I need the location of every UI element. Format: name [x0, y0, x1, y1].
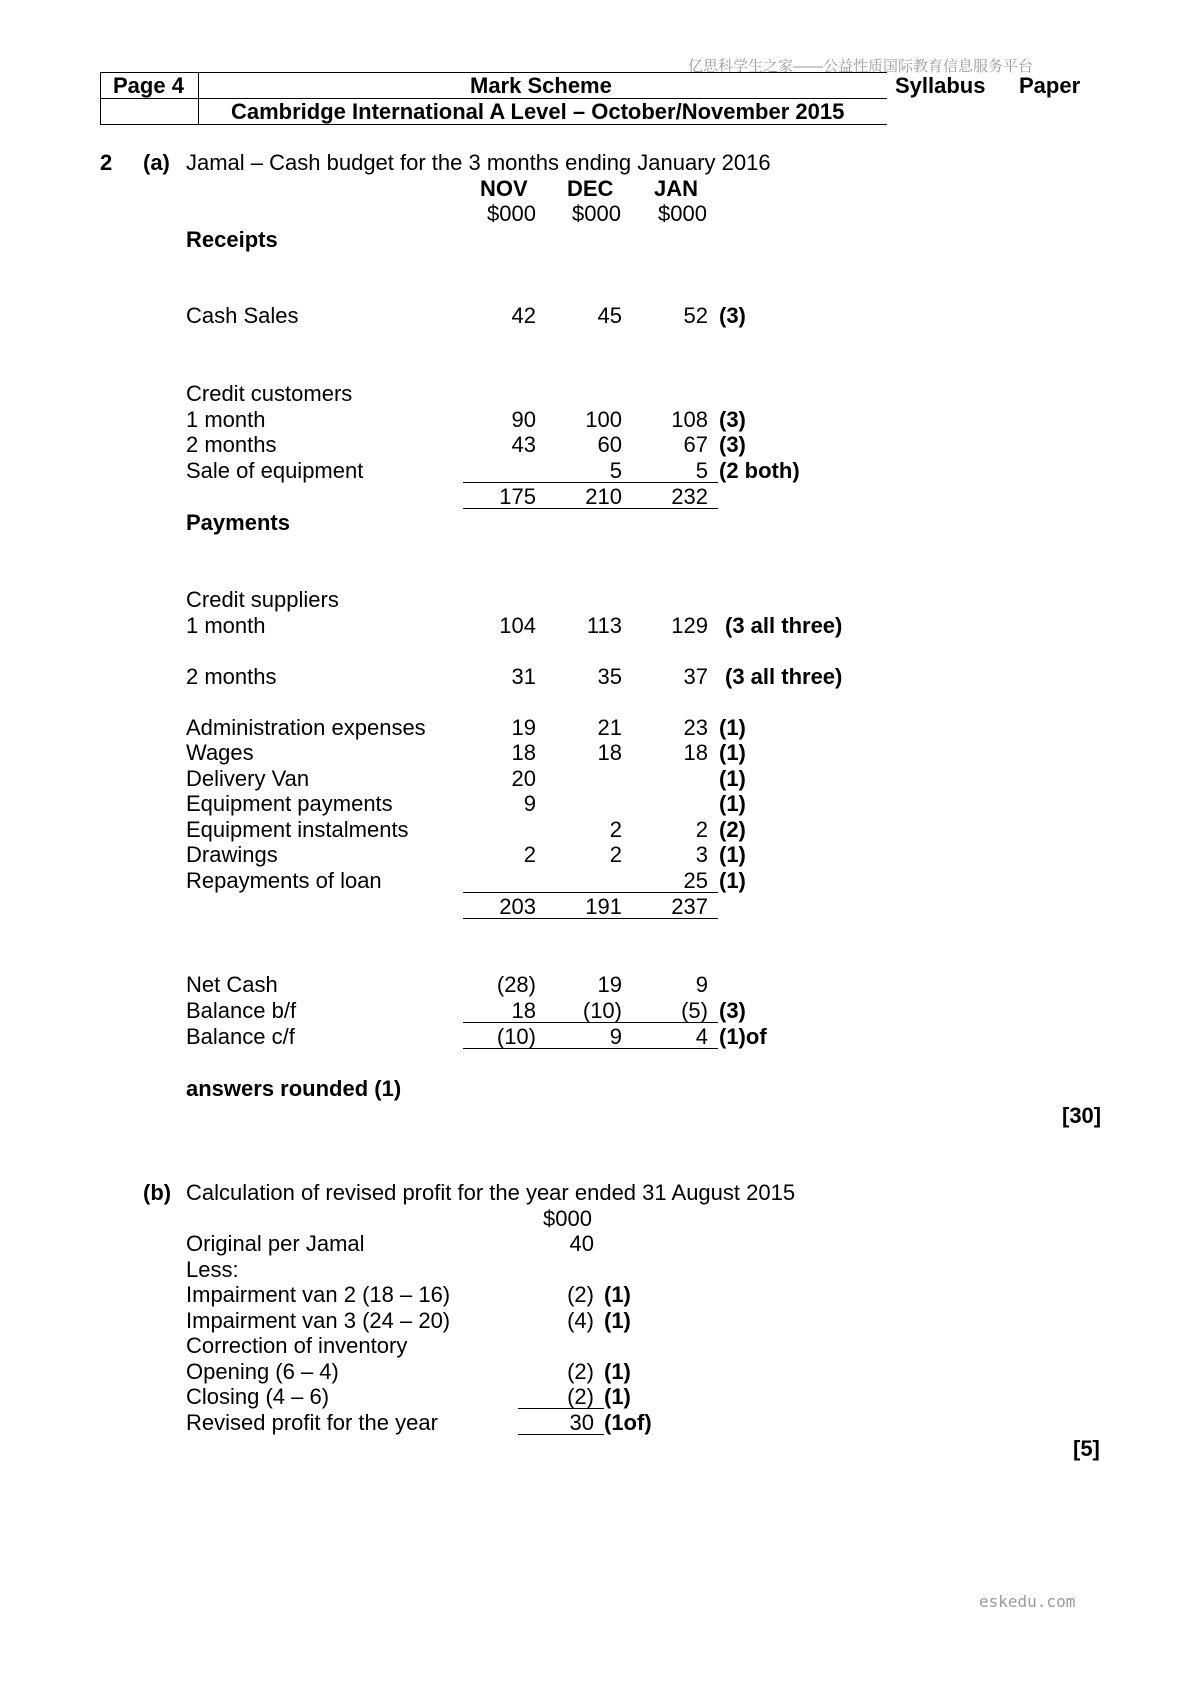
row-label: Wages — [186, 740, 254, 765]
value-dec: 18 — [597, 740, 622, 765]
row-value: (2) — [567, 1359, 594, 1384]
value-jan: 9 — [695, 972, 708, 997]
row-label: Impairment van 2 (18 – 16) — [186, 1282, 451, 1307]
value-nov: 104 — [499, 613, 536, 638]
value-jan: 2 — [695, 817, 708, 842]
value-nov: 90 — [511, 407, 536, 432]
col-nov: NOV — [480, 176, 528, 201]
row-value: (4) — [567, 1308, 594, 1333]
row-label: Equipment instalments — [186, 817, 409, 842]
row-label: Net Cash — [186, 972, 278, 997]
value-jan: 52 — [683, 303, 708, 328]
part-b-title: Calculation of revised profit for the year ended 31 August 2015 — [186, 1180, 796, 1205]
value-jan: 23 — [683, 715, 708, 740]
row-label: Equipment payments — [186, 791, 393, 816]
less-label: Less: — [186, 1257, 239, 1282]
value-jan: 4 — [695, 1024, 708, 1049]
payments-rule-top — [463, 892, 718, 893]
mark: (1) — [719, 842, 746, 867]
exam-subtitle: Cambridge International A Level – October/November 2015 — [231, 99, 845, 124]
balance-rule-bottom — [463, 1048, 718, 1049]
row-label: Administration expenses — [186, 715, 426, 740]
value-dec: 35 — [597, 664, 622, 689]
row-label: Closing (4 – 6) — [186, 1384, 330, 1409]
part-a-label: (a) — [143, 150, 170, 175]
value-nov: 42 — [511, 303, 536, 328]
value-jan: 5 — [695, 458, 708, 483]
unit-nov: $000 — [487, 201, 536, 226]
value-nov: 9 — [523, 791, 536, 816]
value-jan: 67 — [683, 432, 708, 457]
value-nov: (28) — [496, 972, 536, 997]
row-label: Drawings — [186, 842, 278, 867]
mark: (3) — [719, 303, 746, 328]
total-nov: 175 — [499, 484, 536, 509]
row-value: (2) — [567, 1282, 594, 1307]
mark: (1) — [719, 715, 746, 740]
payments-rule-bottom — [463, 918, 718, 919]
mark: (1) — [604, 1308, 631, 1333]
mark: (2) — [719, 817, 746, 842]
unit-dec: $000 — [572, 201, 621, 226]
mark: (1) — [604, 1359, 631, 1384]
value-dec: 5 — [609, 458, 622, 483]
payments-heading: Payments — [186, 510, 290, 535]
mark: (2 both) — [719, 458, 800, 483]
value-jan: 25 — [683, 868, 708, 893]
total-dec: 210 — [585, 484, 622, 509]
value-nov: 20 — [511, 766, 536, 791]
correction-label: Correction of inventory — [186, 1333, 408, 1358]
mark: (1) — [719, 791, 746, 816]
value-dec: 113 — [586, 613, 622, 638]
mark: (1)of — [719, 1024, 767, 1049]
value-dec: 100 — [585, 407, 622, 432]
value-nov: 18 — [511, 740, 536, 765]
revised-rule-bottom — [518, 1434, 604, 1435]
mark: (3 all three) — [725, 613, 843, 638]
mark: (1) — [719, 868, 746, 893]
value-jan: 37 — [683, 664, 708, 689]
row-label: Balance b/f — [186, 998, 297, 1023]
value-nov: 31 — [511, 664, 536, 689]
receipts-rule-top — [463, 482, 718, 483]
row-label: Sale of equipment — [186, 458, 364, 483]
row-label: Repayments of loan — [186, 868, 382, 893]
mark: (1) — [604, 1282, 631, 1307]
row-label: Impairment van 3 (24 – 20) — [186, 1308, 451, 1333]
value-jan: 3 — [695, 842, 708, 867]
mark: (1) — [719, 766, 746, 791]
row-value: 30 — [569, 1410, 594, 1435]
value-dec: 9 — [609, 1024, 622, 1049]
total-jan: 232 — [671, 484, 708, 509]
mark: (3 all three) — [725, 664, 843, 689]
part-b-label: (b) — [143, 1180, 172, 1205]
mark: (3) — [719, 998, 746, 1023]
total-nov: 203 — [499, 894, 536, 919]
value-dec: 45 — [597, 303, 622, 328]
value-jan: 18 — [683, 740, 708, 765]
receipts-heading: Receipts — [186, 227, 278, 252]
paper-label: Paper — [1019, 73, 1081, 98]
value-dec: 60 — [597, 432, 622, 457]
value-nov: (10) — [496, 1024, 536, 1049]
unit-jan: $000 — [658, 201, 707, 226]
row-label: Opening (6 – 4) — [186, 1359, 339, 1384]
row-label: 1 month — [186, 407, 266, 432]
value-dec: 21 — [597, 715, 622, 740]
value-dec: 19 — [597, 972, 622, 997]
mark: (3) — [719, 432, 746, 457]
value-dec: 2 — [609, 817, 622, 842]
row-value: (2) — [567, 1384, 594, 1409]
row-value: 40 — [569, 1231, 594, 1256]
revised-rule-top — [518, 1408, 604, 1409]
mark: (1) — [604, 1384, 631, 1409]
watermark-top: 亿思科学生之家——公益性质国际教育信息服务平台 — [688, 58, 1034, 75]
credit-customers-label: Credit customers — [186, 381, 353, 406]
value-nov: 43 — [511, 432, 536, 457]
mark-scheme-title: Mark Scheme — [470, 73, 612, 98]
mark: (3) — [719, 407, 746, 432]
part-b-total-marks: [5] — [1073, 1436, 1100, 1461]
value-dec: 2 — [609, 842, 622, 867]
part-b-unit: $000 — [543, 1206, 592, 1231]
receipts-rule-bottom — [463, 508, 718, 509]
value-nov: 18 — [511, 998, 536, 1023]
row-label: Balance c/f — [186, 1024, 295, 1049]
credit-suppliers-label: Credit suppliers — [186, 587, 339, 612]
col-dec: DEC — [567, 176, 614, 201]
row-label: Cash Sales — [186, 303, 299, 328]
balance-rule-top — [463, 1022, 718, 1023]
value-dec: (10) — [582, 998, 622, 1023]
row-label: 1 month — [186, 613, 266, 638]
value-nov: 19 — [511, 715, 536, 740]
total-dec: 191 — [585, 894, 622, 919]
value-jan: 108 — [671, 407, 708, 432]
total-jan: 237 — [671, 894, 708, 919]
row-label: 2 months — [186, 432, 277, 457]
question-number: 2 — [100, 150, 113, 175]
row-label: Delivery Van — [186, 766, 310, 791]
answers-rounded-note: answers rounded (1) — [186, 1076, 402, 1101]
watermark-bottom: eskedu.com — [979, 1592, 1076, 1611]
part-a-total-marks: [30] — [1062, 1103, 1102, 1128]
mark: (1) — [719, 740, 746, 765]
syllabus-label: Syllabus — [895, 73, 986, 98]
row-label: Revised profit for the year — [186, 1410, 438, 1435]
value-nov: 2 — [523, 842, 536, 867]
col-jan: JAN — [654, 176, 699, 201]
mark: (1of) — [604, 1410, 652, 1435]
row-label: Original per Jamal — [186, 1231, 365, 1256]
row-label: 2 months — [186, 664, 277, 689]
part-a-title: Jamal – Cash budget for the 3 months ending January 2016 — [186, 150, 771, 175]
value-jan: (5) — [681, 998, 708, 1023]
value-jan: 129 — [671, 613, 708, 638]
page-number: Page 4 — [113, 73, 184, 98]
